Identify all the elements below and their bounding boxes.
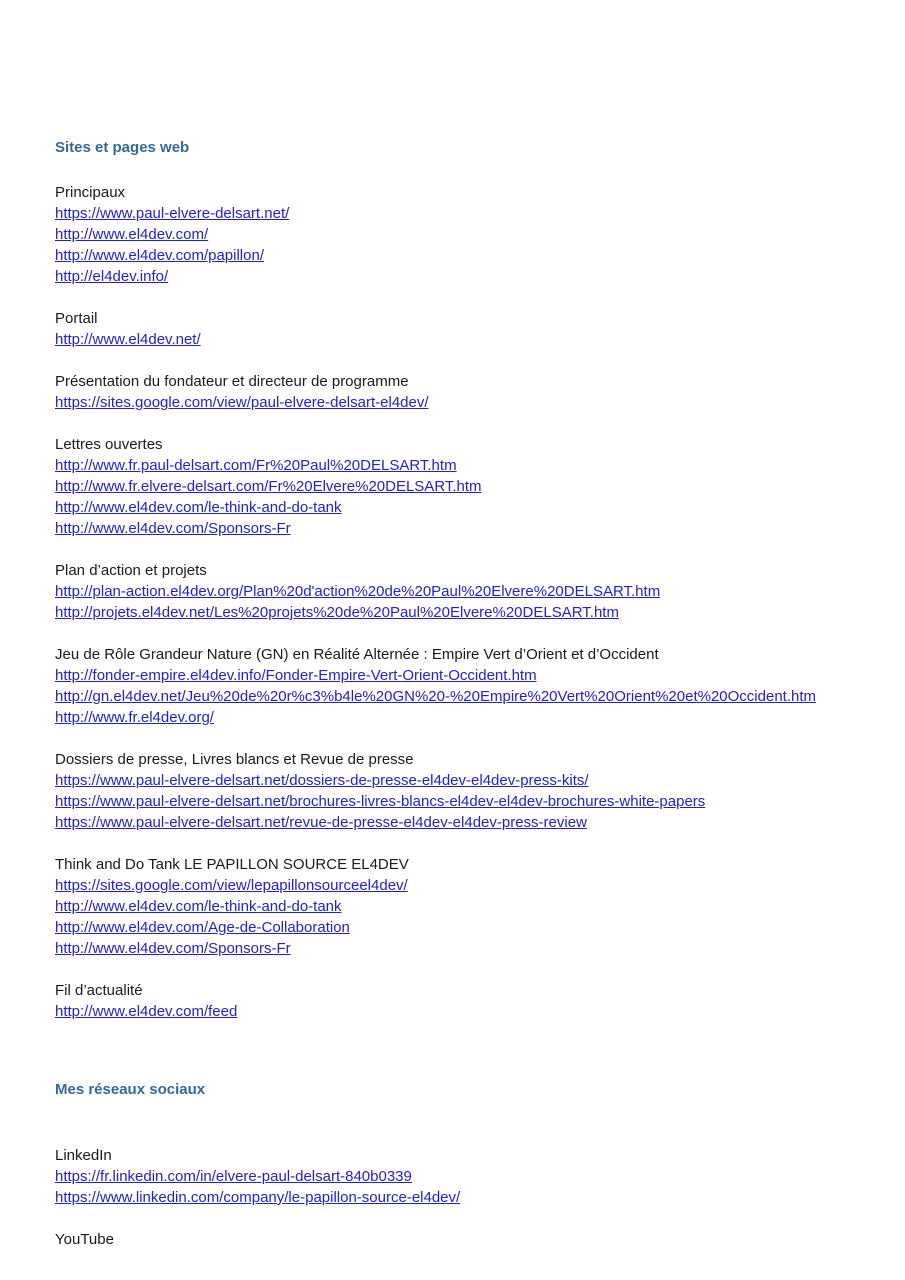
- link-line: [55, 770, 589, 791]
- link-line: [55, 224, 208, 245]
- link-section: [55, 644, 865, 728]
- link-url[interactable]: http://www.el4dev.com/feed: [55, 1003, 238, 1020]
- link-url[interactable]: http://gn.el4dev.net/Jeu%20de%20r%c3%b4le%20GN%20-%20Empire%20Vert%20Orient%20et%20Occident.htm: [55, 688, 817, 705]
- section-label: Principaux: [55, 184, 126, 201]
- link-url[interactable]: http://www.el4dev.com/Sponsors-Fr: [55, 520, 291, 537]
- section-label: Fil d’actualité: [55, 982, 143, 999]
- link-url[interactable]: http://www.el4dev.com/: [55, 226, 209, 243]
- link-line: [55, 203, 289, 224]
- link-url[interactable]: https://sites.google.com/view/paul-elvere-delsart-el4dev/: [55, 394, 429, 411]
- link-section: [55, 308, 865, 350]
- link-url[interactable]: http://projets.el4dev.net/Les%20projets%20de%20Paul%20Elvere%20DELSART.htm: [55, 604, 619, 621]
- link-line: [55, 329, 201, 350]
- section-label: Think and Do Tank LE PAPILLON SOURCE EL4DEV: [55, 856, 409, 873]
- link-url[interactable]: http://www.el4dev.net/: [55, 331, 201, 348]
- social-networks-heading: Mes réseaux sociaux: [55, 1081, 206, 1098]
- link-section: [55, 854, 865, 959]
- link-url[interactable]: http://www.el4dev.com/Sponsors-Fr: [55, 940, 291, 957]
- link-section: [55, 434, 865, 539]
- link-line: [55, 602, 619, 623]
- link-section: [55, 182, 865, 287]
- link-url[interactable]: http://www.el4dev.com/Age-de-Collaboration: [55, 919, 350, 936]
- link-line: [55, 791, 705, 812]
- section-label: YouTube: [55, 1231, 114, 1248]
- link-section: [55, 749, 865, 833]
- link-url[interactable]: http://www.fr.paul-delsart.com/Fr%20Paul%20DELSART.htm: [55, 457, 457, 474]
- link-url[interactable]: https://www.paul-elvere-delsart.net/dossiers-de-presse-el4dev-el4dev-press-kits/: [55, 772, 589, 789]
- link-line: [55, 392, 429, 413]
- link-section: [55, 980, 865, 1022]
- link-url[interactable]: http://www.fr.elvere-delsart.com/Fr%20Elvere%20DELSART.htm: [55, 478, 482, 495]
- link-url[interactable]: https://www.paul-elvere-delsart.net/: [55, 205, 290, 222]
- link-line: [55, 581, 660, 602]
- link-line: [55, 1187, 460, 1208]
- link-url[interactable]: http://www.el4dev.com/papillon/: [55, 247, 264, 264]
- link-line: [55, 896, 342, 917]
- link-url[interactable]: http://www.el4dev.com/le-think-and-do-tank: [55, 499, 342, 516]
- link-url[interactable]: http://fonder-empire.el4dev.info/Fonder-Empire-Vert-Orient-Occident.htm: [55, 667, 537, 684]
- link-section: [55, 371, 865, 413]
- social-sections-container: [55, 1145, 865, 1250]
- link-url[interactable]: https://www.paul-elvere-delsart.net/revue-de-presse-el4dev-el4dev-press-review: [55, 814, 587, 831]
- section-label: Lettres ouvertes: [55, 436, 163, 453]
- link-line: [55, 938, 291, 959]
- link-line: [55, 455, 457, 476]
- web-sections-container: [55, 182, 865, 1022]
- section-label: Présentation du fondateur et directeur de programme: [55, 373, 409, 390]
- link-line: [55, 1001, 237, 1022]
- section-label: Jeu de Rôle Grandeur Nature (GN) en Réalité Alternée : Empire Vert d’Orient et d’Occident: [55, 646, 659, 663]
- link-section: [55, 1145, 865, 1208]
- link-url[interactable]: http://www.el4dev.com/le-think-and-do-tank: [55, 898, 342, 915]
- section-label: LinkedIn: [55, 1147, 112, 1164]
- section-label: Portail: [55, 310, 98, 327]
- link-url[interactable]: http://www.fr.el4dev.org/: [55, 709, 214, 726]
- link-line: [55, 665, 537, 686]
- web-sites-heading: Sites et pages web: [55, 139, 190, 156]
- link-section: [55, 560, 865, 623]
- link-url[interactable]: https://www.paul-elvere-delsart.net/brochures-livres-blancs-el4dev-el4dev-brochures-white-papers: [55, 793, 706, 810]
- link-line: [55, 476, 482, 497]
- link-line: [55, 875, 408, 896]
- link-url[interactable]: https://sites.google.com/view/lepapillonsourceel4dev/: [55, 877, 408, 894]
- section-label: Plan d’action et projets: [55, 562, 207, 579]
- link-line: [55, 497, 342, 518]
- link-url[interactable]: http://plan-action.el4dev.org/Plan%20d'action%20de%20Paul%20Elvere%20DELSART.htm: [55, 583, 661, 600]
- link-section: [55, 1229, 865, 1250]
- link-line: [55, 518, 291, 539]
- link-line: [55, 812, 587, 833]
- link-line: [55, 1166, 412, 1187]
- link-line: [55, 245, 264, 266]
- link-line: [55, 917, 350, 938]
- link-line: [55, 686, 816, 707]
- link-line: [55, 266, 168, 287]
- section-label: Dossiers de presse, Livres blancs et Revue de presse: [55, 751, 414, 768]
- link-line: [55, 707, 214, 728]
- link-url[interactable]: https://fr.linkedin.com/in/elvere-paul-delsart-840b0339: [55, 1168, 412, 1185]
- link-url[interactable]: https://www.linkedin.com/company/le-papillon-source-el4dev/: [55, 1189, 461, 1206]
- link-url[interactable]: http://el4dev.info/: [55, 268, 169, 285]
